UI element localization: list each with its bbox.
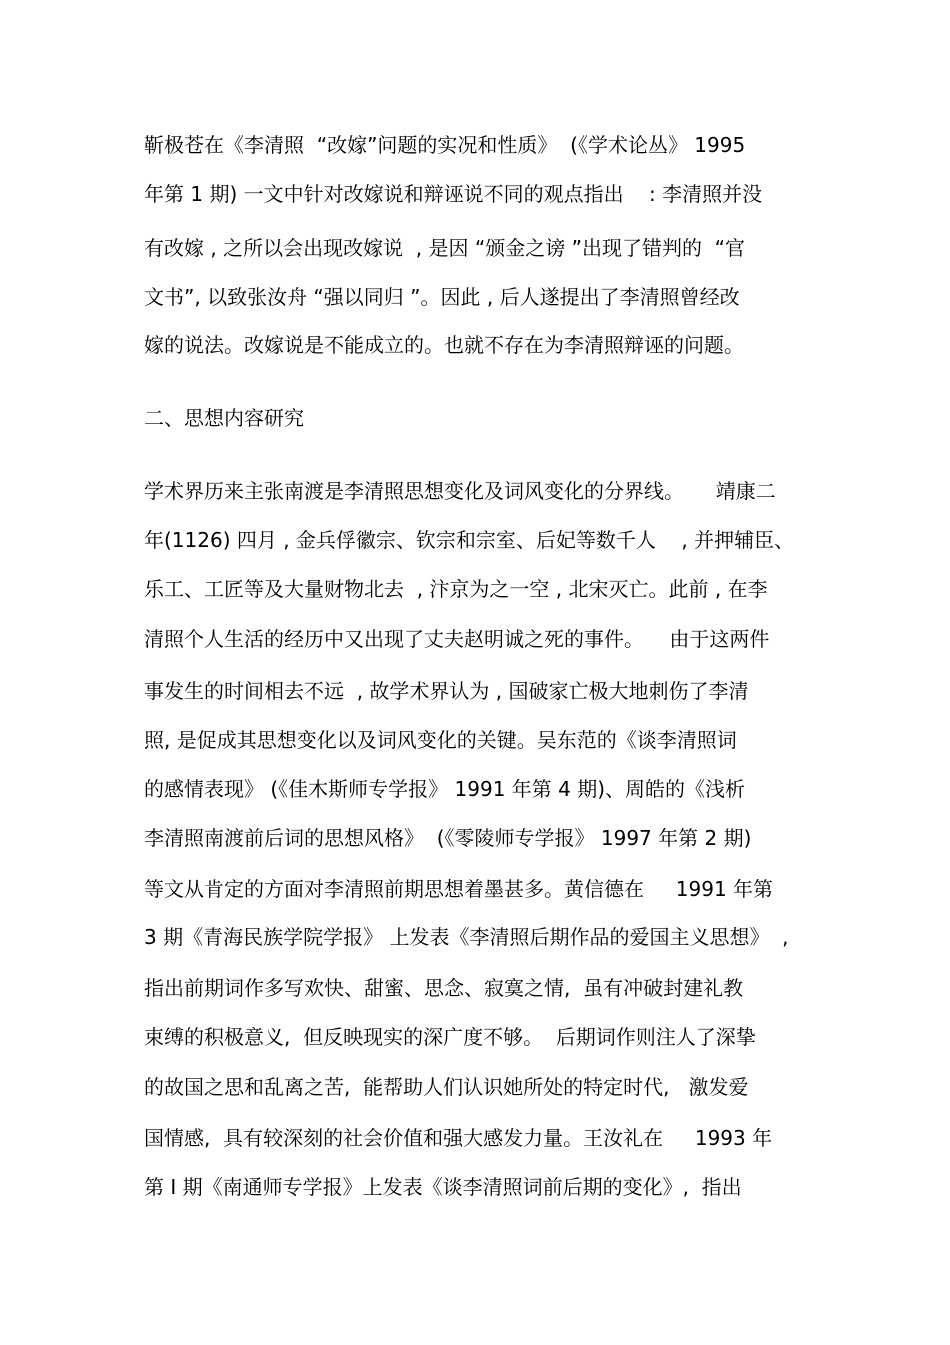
paragraph-1-line: 年第 1 期) 一文中针对改嫁说和辩诬说不同的观点指出 : 李清照并没 (144, 182, 763, 206)
paragraph-2-line: 的故国之思和乱离之苦, 能帮助人们认识她所处的特定时代, 激发爱 (144, 1075, 749, 1099)
paragraph-2-line: 乐工、工匠等及大量财物北去 , 汴京为之一空 , 北宋灭亡。此前 , 在李 (144, 577, 768, 601)
paragraph-2-line: 事发生的时间相去不远 , 故学术界认为 , 国破家亡极大地刺伤了李清 (144, 679, 749, 703)
paragraph-1-line: 靳极苍在《李清照 “改嫁”问题的实况和性质》 (《学术论丛》 1995 (144, 133, 746, 157)
section-heading: 二、思想内容研究 (144, 406, 304, 430)
paragraph-2-line: 的感情表现》 (《佳木斯师专学报》 1991 年第 4 期)、周皓的《浅析 (144, 777, 746, 801)
paragraph-2-line: 指出前期词作多写欢快、甜蜜、思念、寂寞之情, 虽有冲破封建礼教 (144, 976, 744, 1000)
paragraph-2-line: 年(1126) 四月 , 金兵俘徽宗、钦宗和宗室、后妃等数千人 , 并押辅臣、 (144, 528, 795, 552)
paragraph-1-line: 文书”, 以致张汝舟 “强以同归 ”。因此 , 后人遂提出了李清照曾经改 (144, 285, 740, 309)
paragraph-1-line: 有改嫁 , 之所以会出现改嫁说 , 是因 “颁金之谤 ”出现了错判的 “官 (144, 236, 746, 260)
paragraph-2-line: 清照个人生活的经历中又出现了丈夫赵明诚之死的事件。 由于这两件 (144, 627, 770, 651)
paragraph-2-line: 等文从肯定的方面对李清照前期思想着墨甚多。黄信德在 1991 年第 (144, 877, 774, 901)
paragraph-2-line: 学术界历来主张南渡是李清照思想变化及词风变化的分界线。 靖康二 (144, 479, 776, 503)
paragraph-2-line: 第 I 期《南通师专学报》上发表《谈李清照词前后期的变化》, 指出 (144, 1175, 742, 1199)
paragraph-2-line: 国情感, 具有较深刻的社会价值和强大感发力量。王汝礼在 1993 年 (144, 1126, 773, 1150)
paragraph-2-line: 照, 是促成其思想变化以及词风变化的关键。吴东范的《谈李清照词 (144, 728, 737, 752)
paragraph-2-line: 束缚的积极意义, 但反映现实的深广度不够。 后期词作则注人了深挚 (144, 1025, 756, 1049)
paragraph-2-line: 李清照南渡前后词的思想风格》 (《零陵师专学报》 1997 年第 2 期) (144, 826, 752, 850)
paragraph-2-line: 3 期《青海民族学院学报》 上发表《李清照后期作品的爱国主义思想》 , (144, 925, 789, 949)
paragraph-1-line: 嫁的说法。改嫁说是不能成立的。也就不存在为李清照辩诬的问题。 (144, 333, 744, 357)
